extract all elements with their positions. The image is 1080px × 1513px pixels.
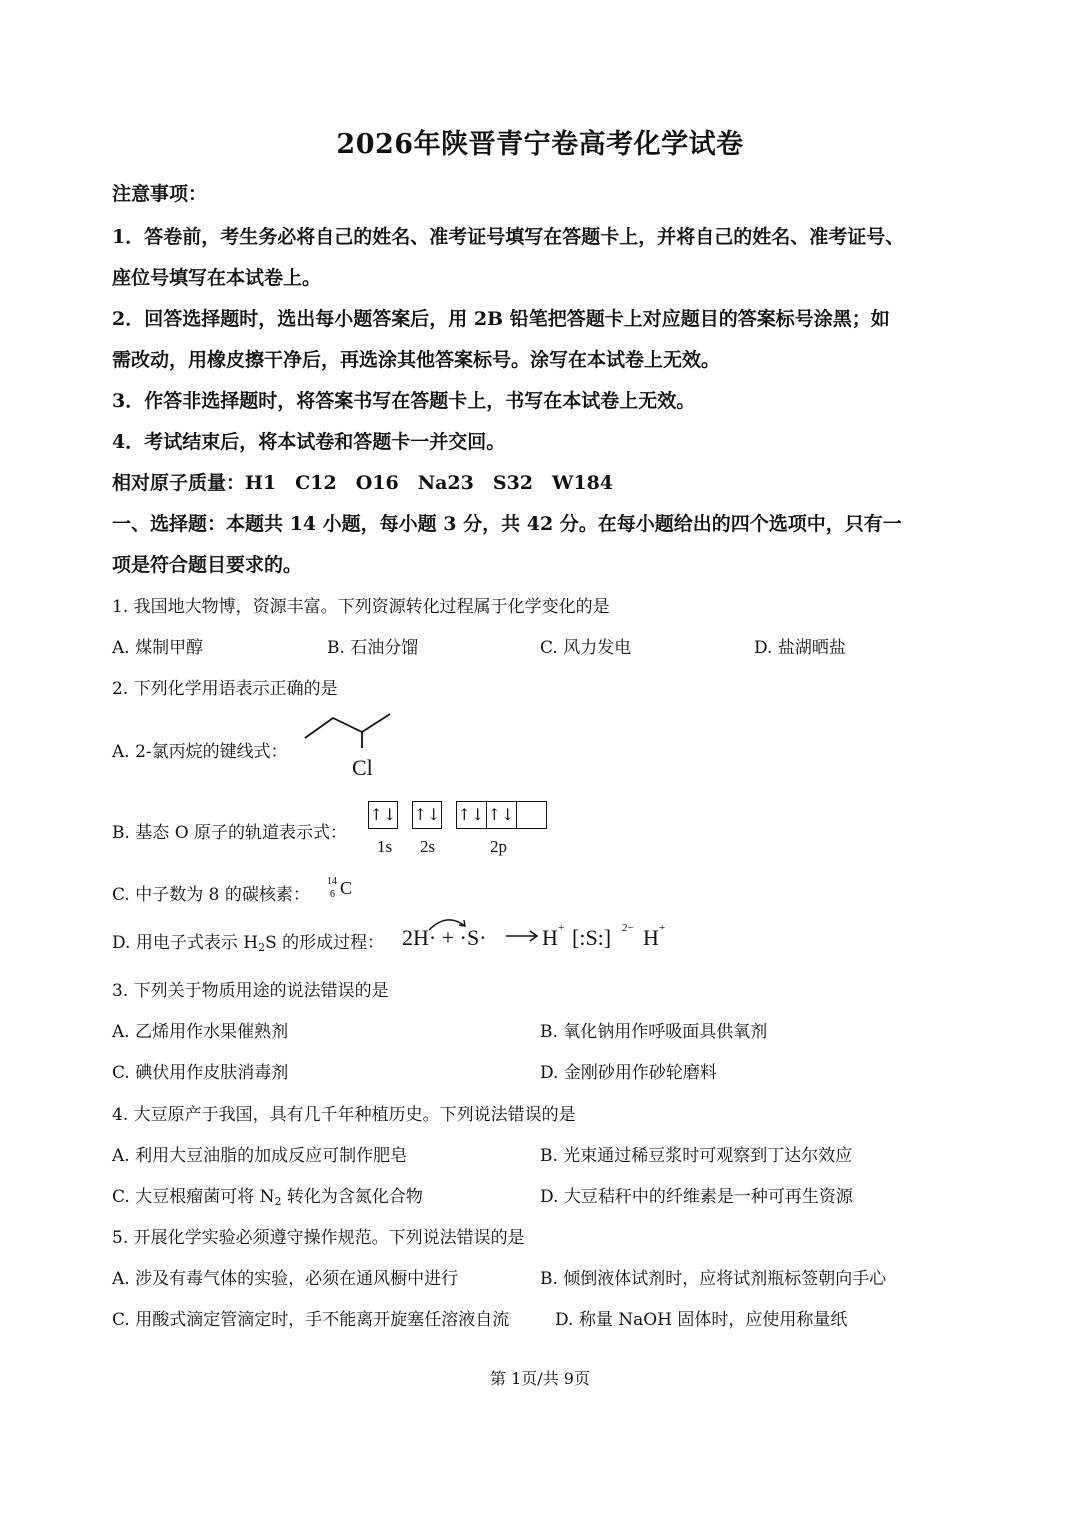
sulfide-charge: 2− — [622, 922, 634, 934]
chlorine-label: Cl — [352, 755, 373, 780]
orbital-label-2s: 2s — [420, 837, 436, 856]
question-5-option-c: C. 用酸式滴定管滴定时，手不能离开旋塞任溶液自流 — [112, 1310, 510, 1330]
question-1-option-b: B. 石油分馏 — [327, 638, 419, 658]
question-2-stem: 2. 下列化学用语表示正确的是 — [112, 679, 338, 699]
question-1-option-c: C. 风力发电 — [540, 638, 632, 658]
question-5-option-b: B. 倾倒液体试剂时，应将试剂瓶标签朝向手心 — [540, 1269, 887, 1289]
notice-item-4: 4．考试结束后，将本试卷和答题卡一并交回。 — [112, 431, 506, 453]
question-4-option-c — [112, 1182, 423, 1208]
atomic-mass-line: 相对原子质量：H1 C12 O16 Na23 S32 W184 — [112, 472, 614, 494]
option-d-tail: S 的形成过程： — [265, 933, 385, 953]
orbital-diagram — [368, 801, 548, 831]
notice-heading: 注意事项： — [112, 183, 208, 205]
question-1-stem: 1. 我国地大物博，资源丰富。下列资源转化过程属于化学变化的是 — [112, 597, 610, 617]
nuclide-atomic-number: 6 — [330, 889, 335, 900]
orbital-label-1s: 1s — [377, 837, 393, 856]
question-2-option-a: A. 2-氯丙烷的键线式： — [112, 742, 288, 762]
question-3-option-a: A. 乙烯用作水果催熟剂 — [112, 1022, 289, 1042]
electron-transfer-arrow — [425, 912, 475, 932]
question-3-option-b: B. 氧化钠用作呼吸面具供氧剂 — [540, 1022, 768, 1042]
option-c-tail: 转化为含氮化合物 — [281, 1187, 423, 1207]
page-title: 2026年陕晋青宁卷高考化学试卷 — [336, 129, 744, 160]
orbital-2s-arrows: ↑↓ — [413, 805, 441, 824]
electron-formula-left: 2H· + ·S· — [402, 925, 487, 950]
orbital-2p-2-arrows: ↑↓ — [487, 805, 515, 824]
plus-charge-2: + — [659, 922, 666, 934]
question-2-option-d — [112, 928, 384, 954]
question-1-option-a: A. 煤制甲醇 — [112, 638, 204, 658]
bond-line-structure — [300, 708, 400, 748]
plus-charge-1: + — [558, 922, 565, 934]
nuclide-mass-number: 14 — [327, 876, 337, 887]
orbital-1s-box — [368, 801, 398, 829]
question-2-option-c: C. 中子数为 8 的碳核素： — [112, 885, 310, 905]
notice-item-1-line1: 1．答卷前，考生务必将自己的姓名、准考证号填写在答题卡上，并将自己的姓名、准考证号、 — [112, 226, 905, 248]
sulfide-ion: [:S:] — [572, 925, 612, 950]
product-hydrogen-2: H — [643, 925, 659, 950]
reaction-arrow-icon — [504, 928, 540, 944]
option-c-subscript: 2 — [274, 1195, 282, 1208]
question-2-option-b: B. 基态 O 原子的轨道表示式： — [112, 823, 348, 843]
nuclide-symbol: C — [340, 878, 353, 898]
question-3-option-c: C. 碘伏用作皮肤消毒剂 — [112, 1063, 289, 1083]
question-1-option-d: D. 盐湖晒盐 — [754, 638, 846, 658]
section-heading-line1: 一、选择题：本题共 14 小题，每小题 3 分，共 42 分。在每小题给出的四个选项中，只有一 — [112, 513, 902, 535]
page-footer: 第 1页/共 9页 — [490, 1369, 590, 1388]
question-5-option-a: A. 涉及有毒气体的实验，必须在通风橱中进行 — [112, 1269, 459, 1289]
question-4-stem: 4. 大豆原产于我国，具有几千年种植历史。下列说法错误的是 — [112, 1105, 576, 1125]
notice-item-3: 3．作答非选择题时，将答案书写在答题卡上，书写在本试卷上无效。 — [112, 390, 696, 412]
orbital-2p-1-arrows: ↑↓ — [457, 805, 485, 824]
orbital-2s-box — [412, 801, 442, 829]
orbital-label-2p: 2p — [490, 837, 507, 856]
question-4-option-a: A. 利用大豆油脂的加成反应可制作肥皂 — [112, 1146, 408, 1166]
question-5-stem: 5. 开展化学实验必须遵守操作规范。下列说法错误的是 — [112, 1228, 525, 1248]
notice-item-2-line1: 2．回答选择题时，选出每小题答案后，用 2B 铅笔把答题卡上对应题目的答案标号涂黑；如 — [112, 308, 890, 330]
orbital-2p-3-arrows — [517, 802, 545, 828]
product-hydrogen-1: H — [542, 925, 558, 950]
notice-item-1-line2: 座位号填写在本试卷上。 — [112, 267, 322, 289]
option-d-text: D. 用电子式表示 H — [112, 933, 259, 953]
orbital-2p-box — [456, 801, 547, 829]
question-4-option-b: B. 光束通过稀豆浆时可观察到丁达尔效应 — [540, 1146, 853, 1166]
section-heading-line2: 项是符合题目要求的。 — [112, 554, 303, 576]
carbon-chain — [305, 714, 390, 738]
question-5-option-d: D. 称量 NaOH 固体时，应使用称量纸 — [555, 1310, 848, 1330]
question-4-option-d: D. 大豆秸秆中的纤维素是一种可再生资源 — [540, 1187, 853, 1207]
notice-item-2-line2: 需改动，用橡皮擦干净后，再选涂其他答案标号。涂写在本试卷上无效。 — [112, 349, 721, 371]
question-3-option-d: D. 金刚砂用作砂轮磨料 — [540, 1063, 717, 1083]
question-3-stem: 3. 下列关于物质用途的说法错误的是 — [112, 981, 389, 1001]
orbital-1s-arrows: ↑↓ — [369, 805, 397, 824]
option-d-subscript: 2 — [258, 941, 266, 954]
option-c-text: C. 大豆根瘤菌可将 N — [112, 1187, 275, 1207]
